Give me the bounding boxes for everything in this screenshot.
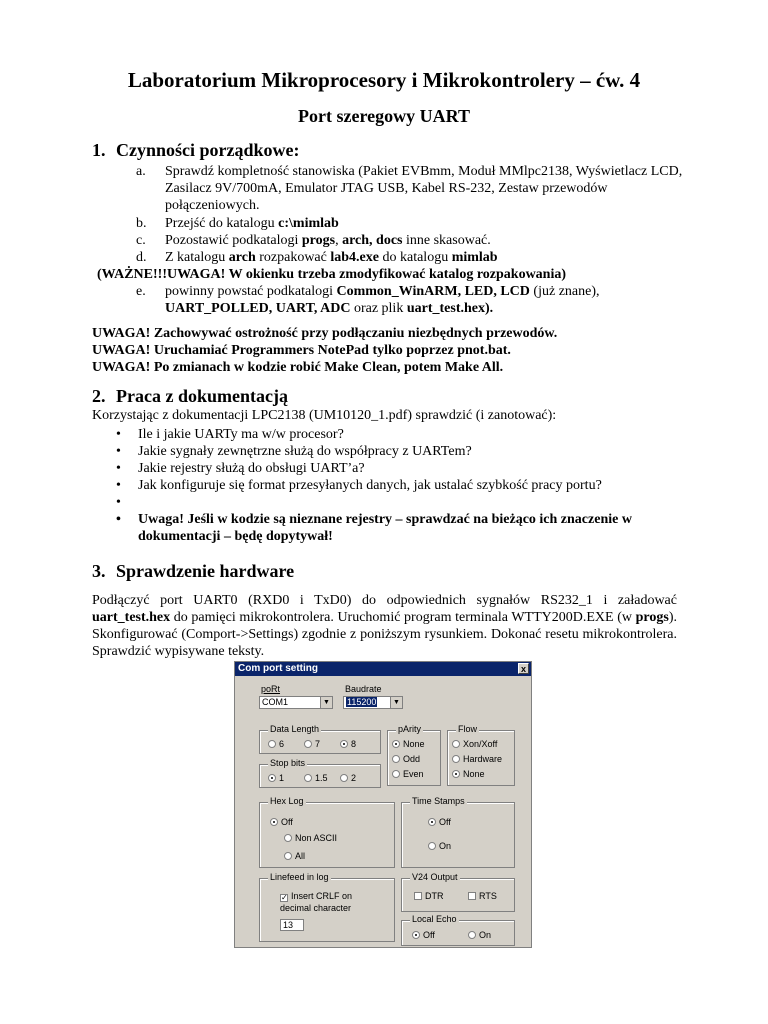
list-item: c. Pozostawić podkatalogi progs, arch, docs inne skasować. [136, 233, 491, 248]
radio-data-7[interactable]: 7 [304, 739, 320, 749]
stop-bits-group: Stop bits 1 1.5 2 [259, 764, 381, 788]
section-3-paragraph: Podłączyć port UART0 (RXD0 i TxD0) do odpowiednich sygnałów RS232_1 i załadować uart_test.hex do pamięci mikrokontrolera. Uruchomić program terminala WTTY200D.EXE (w progs). Skonfigurować (Comport->Settings) zgodnie z poniższym rysunkiem. Dokonać resetu mikrokontrolera. Sprawdzić wypisywane teksty. [92, 593, 677, 659]
radio-parity-odd[interactable]: Odd [392, 754, 420, 764]
list-item: • Uwaga! Jeśli w kodzie są nieznane rejestry – sprawdzać na bieżąco ich znaczenie w dokumentacji – będę dopytywał! [116, 512, 632, 544]
com-port-setting-dialog [234, 661, 532, 948]
radio-flow-hardware[interactable]: Hardware [452, 754, 502, 764]
data-length-group: Data Length 6 7 8 [259, 730, 381, 754]
page-title: Laboratorium Mikroprocesory i Mikrokontrolery – ćw. 4 [127, 68, 641, 92]
radio-timestamps-on[interactable]: On [428, 841, 451, 851]
list-item: • Jakie rejestry służą do obsługi UART’a? [116, 461, 365, 476]
hex-log-group: Hex Log Off Non ASCII All [259, 802, 395, 868]
section-2-bullets [116, 426, 696, 545]
flow-group: Flow Xon/Xoff Hardware None [447, 730, 515, 786]
page-subtitle: Port szeregowy UART [298, 106, 470, 126]
warning-line: UWAGA! Zachowywać ostrożność przy podłączaniu niezbędnych przewodów. [92, 326, 558, 341]
radio-hexlog-nonascii[interactable]: Non ASCII [284, 833, 337, 843]
linefeed-char-input[interactable]: 13 [280, 919, 304, 931]
parity-group: pArity None Odd Even [387, 730, 441, 786]
radio-parity-even[interactable]: Even [392, 769, 424, 779]
list-item: b. Przejść do katalogu c:\mimlab [136, 216, 339, 231]
section-2-intro: Korzystając z dokumentacji LPC2138 (UM10120_1.pdf) sprawdzić (i zanotować): [92, 408, 557, 423]
decimal-character-label: decimal character [280, 903, 352, 913]
section-1-heading: 1. Czynności porządkowe: [92, 140, 300, 160]
radio-echo-off[interactable]: Off [412, 930, 435, 940]
radio-timestamps-off[interactable]: Off [428, 817, 451, 827]
list-item: • Jakie sygnały zewnętrzne służą do współpracy z UARTem? [116, 444, 472, 459]
chevron-down-icon: ▼ [390, 697, 402, 708]
close-icon[interactable]: x [518, 663, 529, 674]
linefeed-group: Linefeed in log ✓ Insert CRLF on decimal character 13 [259, 878, 395, 942]
port-select[interactable]: COM1 ▼ [259, 696, 333, 709]
list-item: • Jak konfiguruje się format przesyłanych danych, jak ustalać szybkość pracy portu? [116, 478, 602, 493]
time-stamps-group: Time Stamps Off On [401, 802, 515, 868]
section-3-heading: 3. Sprawdzenie hardware [92, 561, 295, 581]
radio-parity-none[interactable]: None [392, 739, 425, 749]
list-item: a. Sprawdź kompletność stanowiska (Pakiet EVBmm, Moduł MMlpc2138, Wyświetlacz LCD, Zasilacz 9V/700mA, Emulator JTAG USB, Kabel RS-232, Zestaw przewodów połączeniowych. [136, 164, 683, 213]
list-item: d. Z katalogu arch rozpakować lab4.exe do katalogu mimlab [136, 250, 498, 265]
radio-stop-1-5[interactable]: 1.5 [304, 773, 328, 783]
rts-checkbox[interactable]: RTS [468, 891, 497, 901]
chevron-down-icon: ▼ [320, 697, 332, 708]
warning-line: UWAGA! Po zmianach w kodzie robić Make Clean, potem Make All. [92, 360, 504, 375]
radio-stop-2[interactable]: 2 [340, 773, 356, 783]
baudrate-label: Baudrate [345, 684, 382, 694]
list-item: e. powinny powstać podkatalogi Common_WinARM, LED, LCD (już znane), UART_POLLED, UART, ADC oraz plik uart_test.hex). [136, 284, 600, 316]
section-2-heading: 2. Praca z dokumentacją [92, 386, 288, 406]
list-item: • [116, 495, 121, 510]
radio-data-6[interactable]: 6 [268, 739, 284, 749]
radio-data-8[interactable]: 8 [340, 739, 356, 749]
important-note: (WAŻNE!!!UWAGA! W okienku trzeba zmodyfikować katalog rozpakowania) [97, 267, 567, 282]
dtr-checkbox[interactable]: DTR [414, 891, 444, 901]
radio-stop-1[interactable]: 1 [268, 773, 284, 783]
dialog-titlebar: Com port setting x [235, 662, 531, 676]
insert-crlf-checkbox[interactable]: ✓ Insert CRLF on [281, 891, 353, 902]
radio-flow-none[interactable]: None [452, 769, 485, 779]
section-1-list [97, 163, 696, 317]
warning-line: UWAGA! Uruchamiać Programmers NotePad tylko poprzez pnot.bat. [92, 343, 511, 358]
radio-hexlog-all[interactable]: All [284, 851, 305, 861]
local-echo-group: Local Echo Off On [401, 920, 515, 946]
radio-hexlog-off[interactable]: Off [270, 817, 293, 827]
radio-flow-xon[interactable]: Xon/Xoff [452, 739, 497, 749]
baudrate-select[interactable]: 115200 ▼ [343, 696, 403, 709]
radio-echo-on[interactable]: On [468, 930, 491, 940]
checkmark-icon: ✓ [281, 893, 288, 902]
port-label: poRt [261, 684, 281, 694]
warnings-block [92, 325, 557, 376]
list-item: • Ile i jakie UARTy ma w/w procesor? [116, 427, 344, 442]
v24-output-group: V24 Output DTR RTS [401, 878, 515, 912]
